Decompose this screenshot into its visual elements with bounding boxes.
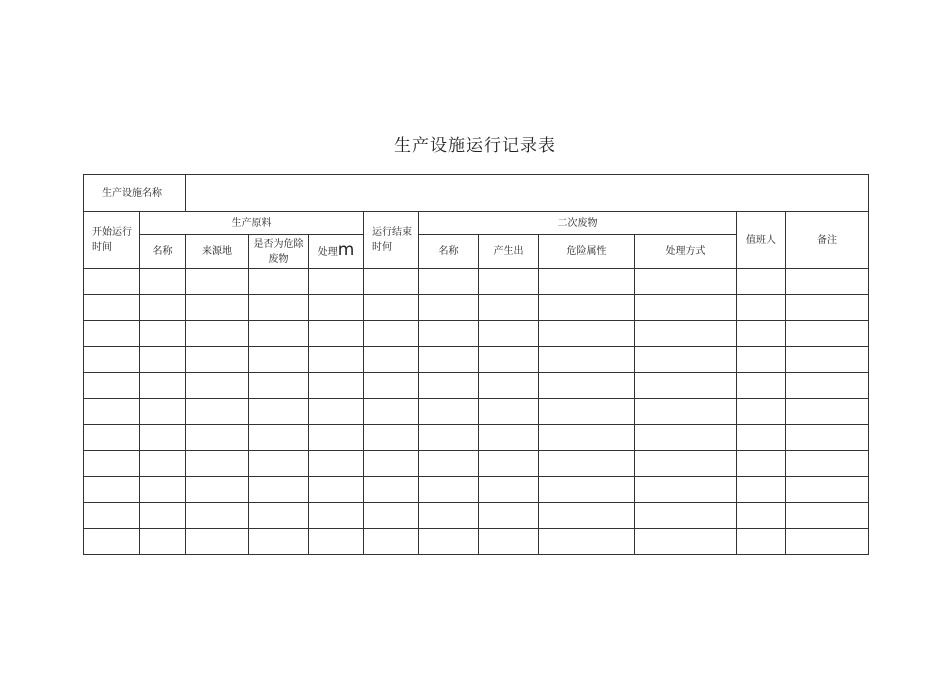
table-cell[interactable] bbox=[419, 399, 479, 425]
table-cell[interactable] bbox=[786, 451, 869, 477]
table-cell[interactable] bbox=[249, 373, 309, 399]
table-cell[interactable] bbox=[635, 321, 737, 347]
table-cell[interactable] bbox=[635, 373, 737, 399]
table-row bbox=[84, 373, 869, 399]
waste-name-header: 名称 bbox=[419, 235, 479, 269]
table-cell[interactable] bbox=[186, 347, 249, 373]
table-cell[interactable] bbox=[786, 347, 869, 373]
table-cell[interactable] bbox=[84, 347, 140, 373]
table-cell[interactable] bbox=[364, 373, 419, 399]
table-cell[interactable] bbox=[309, 321, 364, 347]
table-cell[interactable] bbox=[186, 373, 249, 399]
remarks-header: 备注 bbox=[786, 212, 869, 269]
table-cell[interactable] bbox=[186, 477, 249, 503]
table-cell[interactable] bbox=[309, 451, 364, 477]
table-cell[interactable] bbox=[419, 529, 479, 555]
table-cell[interactable] bbox=[84, 321, 140, 347]
table-cell[interactable] bbox=[364, 347, 419, 373]
table-cell[interactable] bbox=[186, 425, 249, 451]
table-cell[interactable] bbox=[635, 295, 737, 321]
table-cell[interactable] bbox=[249, 503, 309, 529]
table-cell[interactable] bbox=[84, 399, 140, 425]
table-cell[interactable] bbox=[539, 529, 635, 555]
table-row bbox=[84, 347, 869, 373]
table-cell[interactable] bbox=[737, 321, 786, 347]
table-cell[interactable] bbox=[737, 425, 786, 451]
raw-treatment-suffix: m bbox=[337, 240, 355, 260]
table-cell[interactable] bbox=[539, 477, 635, 503]
table-cell[interactable] bbox=[140, 425, 186, 451]
table-cell[interactable] bbox=[364, 269, 419, 295]
table-cell[interactable] bbox=[539, 399, 635, 425]
table-cell[interactable] bbox=[249, 347, 309, 373]
table-cell[interactable] bbox=[309, 399, 364, 425]
table-cell[interactable] bbox=[364, 529, 419, 555]
on-duty-header: 值班人 bbox=[737, 212, 786, 269]
raw-name-header: 名称 bbox=[140, 235, 186, 269]
start-time-header: 开始运行时间 bbox=[84, 212, 140, 269]
raw-treatment-prefix: 处理 bbox=[317, 247, 338, 258]
table-cell[interactable] bbox=[786, 477, 869, 503]
table-cell[interactable] bbox=[635, 503, 737, 529]
table-cell[interactable] bbox=[786, 503, 869, 529]
table-cell[interactable] bbox=[309, 269, 364, 295]
table-cell[interactable] bbox=[84, 529, 140, 555]
table-cell[interactable] bbox=[186, 529, 249, 555]
table-cell[interactable] bbox=[786, 373, 869, 399]
table-cell[interactable] bbox=[479, 321, 539, 347]
table-cell[interactable] bbox=[140, 529, 186, 555]
table-row bbox=[84, 503, 869, 529]
table-cell[interactable] bbox=[635, 399, 737, 425]
table-cell[interactable] bbox=[479, 503, 539, 529]
table-cell[interactable] bbox=[539, 269, 635, 295]
end-time-header: 运行结束时何 bbox=[364, 212, 419, 269]
table-cell[interactable] bbox=[186, 399, 249, 425]
table-cell[interactable] bbox=[539, 503, 635, 529]
table-row bbox=[84, 477, 869, 503]
page-title: 生产设施运行记录表 bbox=[394, 136, 556, 156]
table-cell[interactable] bbox=[364, 503, 419, 529]
table-cell[interactable] bbox=[786, 529, 869, 555]
table-cell[interactable] bbox=[635, 451, 737, 477]
table-cell[interactable] bbox=[364, 321, 419, 347]
table-cell[interactable] bbox=[419, 451, 479, 477]
table-cell[interactable] bbox=[737, 347, 786, 373]
table-cell[interactable] bbox=[479, 451, 539, 477]
table-cell[interactable] bbox=[309, 477, 364, 503]
table-cell[interactable] bbox=[140, 347, 186, 373]
facility-row bbox=[84, 175, 869, 212]
table-cell[interactable] bbox=[249, 399, 309, 425]
data-rows bbox=[84, 269, 869, 555]
table-cell[interactable] bbox=[249, 425, 309, 451]
table-cell[interactable] bbox=[737, 503, 786, 529]
table-cell[interactable] bbox=[84, 295, 140, 321]
table-cell[interactable] bbox=[635, 269, 737, 295]
raw-material-group-header: 生产原料 bbox=[140, 212, 364, 235]
table-cell[interactable] bbox=[249, 321, 309, 347]
waste-produced-header: 产生出 bbox=[479, 235, 539, 269]
table-cell[interactable] bbox=[140, 477, 186, 503]
waste-hazard-header: 危险属性 bbox=[539, 235, 635, 269]
waste-method-header: 处理方式 bbox=[635, 235, 737, 269]
table-cell[interactable] bbox=[309, 503, 364, 529]
table-cell[interactable] bbox=[364, 451, 419, 477]
table-cell[interactable] bbox=[186, 295, 249, 321]
table-cell[interactable] bbox=[140, 399, 186, 425]
table-cell[interactable] bbox=[309, 347, 364, 373]
table-cell[interactable] bbox=[737, 529, 786, 555]
table-cell[interactable] bbox=[479, 425, 539, 451]
table-cell[interactable] bbox=[419, 321, 479, 347]
table-row bbox=[84, 451, 869, 477]
table-cell[interactable] bbox=[249, 269, 309, 295]
table-cell[interactable] bbox=[479, 529, 539, 555]
table-row bbox=[84, 295, 869, 321]
record-table bbox=[83, 174, 869, 555]
table-cell[interactable] bbox=[737, 269, 786, 295]
table-cell[interactable] bbox=[479, 295, 539, 321]
table-cell[interactable] bbox=[539, 295, 635, 321]
raw-hazard-header: 是否为危除废物 bbox=[249, 235, 309, 269]
facility-name-field[interactable] bbox=[186, 175, 869, 212]
facility-label: 生产设施名称 bbox=[84, 175, 186, 212]
table-row bbox=[84, 321, 869, 347]
table-cell[interactable] bbox=[309, 529, 364, 555]
table-cell[interactable] bbox=[419, 269, 479, 295]
table-cell[interactable] bbox=[786, 269, 869, 295]
table-cell[interactable] bbox=[635, 477, 737, 503]
raw-treatment-header bbox=[309, 235, 364, 269]
table-cell[interactable] bbox=[419, 347, 479, 373]
table-cell[interactable] bbox=[419, 477, 479, 503]
table-cell[interactable] bbox=[479, 399, 539, 425]
table-row bbox=[84, 529, 869, 555]
table-cell[interactable] bbox=[786, 425, 869, 451]
table-cell[interactable] bbox=[186, 321, 249, 347]
table-cell[interactable] bbox=[737, 373, 786, 399]
table-cell[interactable] bbox=[737, 451, 786, 477]
table-cell[interactable] bbox=[140, 503, 186, 529]
table-cell[interactable] bbox=[539, 373, 635, 399]
table-cell[interactable] bbox=[737, 477, 786, 503]
table-cell[interactable] bbox=[419, 295, 479, 321]
table-row bbox=[84, 269, 869, 295]
table-cell[interactable] bbox=[419, 373, 479, 399]
table-cell[interactable] bbox=[786, 295, 869, 321]
table-cell[interactable] bbox=[309, 425, 364, 451]
table-cell[interactable] bbox=[786, 321, 869, 347]
table-cell[interactable] bbox=[249, 451, 309, 477]
table-cell[interactable] bbox=[140, 451, 186, 477]
table-cell[interactable] bbox=[249, 295, 309, 321]
table-cell[interactable] bbox=[737, 399, 786, 425]
raw-source-header: 来源地 bbox=[186, 235, 249, 269]
table-cell[interactable] bbox=[635, 425, 737, 451]
table-cell[interactable] bbox=[186, 269, 249, 295]
table-cell[interactable] bbox=[364, 295, 419, 321]
table-cell[interactable] bbox=[84, 425, 140, 451]
table-cell[interactable] bbox=[479, 347, 539, 373]
table-row bbox=[84, 399, 869, 425]
table-cell[interactable] bbox=[364, 477, 419, 503]
table-cell[interactable] bbox=[140, 373, 186, 399]
table-cell[interactable] bbox=[84, 477, 140, 503]
table-cell[interactable] bbox=[539, 425, 635, 451]
table-cell[interactable] bbox=[309, 373, 364, 399]
table-cell[interactable] bbox=[140, 321, 186, 347]
table-cell[interactable] bbox=[364, 399, 419, 425]
table-cell[interactable] bbox=[84, 269, 140, 295]
table-cell[interactable] bbox=[84, 451, 140, 477]
table-cell[interactable] bbox=[249, 477, 309, 503]
table-cell[interactable] bbox=[786, 399, 869, 425]
table-cell[interactable] bbox=[140, 295, 186, 321]
table-cell[interactable] bbox=[186, 451, 249, 477]
table-cell[interactable] bbox=[84, 503, 140, 529]
table-cell[interactable] bbox=[635, 347, 737, 373]
table-cell[interactable] bbox=[84, 373, 140, 399]
table-cell[interactable] bbox=[186, 503, 249, 529]
table-cell[interactable] bbox=[479, 269, 539, 295]
table-cell[interactable] bbox=[419, 425, 479, 451]
table-cell[interactable] bbox=[539, 321, 635, 347]
table-cell[interactable] bbox=[309, 295, 364, 321]
header-row-1 bbox=[84, 212, 869, 235]
table-cell[interactable] bbox=[364, 425, 419, 451]
table-cell[interactable] bbox=[539, 451, 635, 477]
table-cell[interactable] bbox=[419, 503, 479, 529]
table-cell[interactable] bbox=[479, 373, 539, 399]
table-cell[interactable] bbox=[140, 269, 186, 295]
table-cell[interactable] bbox=[539, 347, 635, 373]
secondary-waste-group-header: 二次废物 bbox=[419, 212, 737, 235]
table-cell[interactable] bbox=[737, 295, 786, 321]
table-cell[interactable] bbox=[479, 477, 539, 503]
table-row bbox=[84, 425, 869, 451]
table-cell[interactable] bbox=[249, 529, 309, 555]
table-cell[interactable] bbox=[635, 529, 737, 555]
